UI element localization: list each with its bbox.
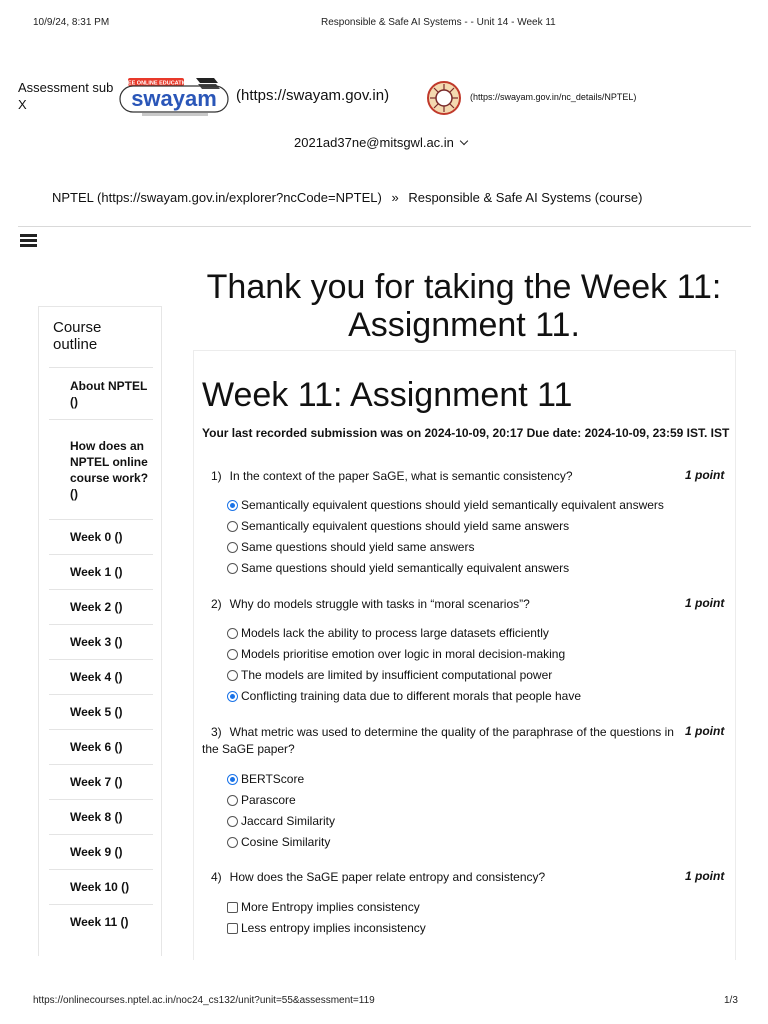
question-number: 3) <box>211 725 222 739</box>
swayam-tagline: FREE ONLINE EDUCATION <box>120 80 192 87</box>
sidebar-item-label: Week 11 () <box>70 915 129 929</box>
radio-button[interactable] <box>227 649 238 660</box>
option-label: Same questions should yield same answers <box>241 540 475 554</box>
checkbox-option[interactable] <box>227 900 420 914</box>
sidebar-item[interactable] <box>49 764 153 799</box>
sidebar-item[interactable] <box>49 834 153 869</box>
sidebar-item[interactable] <box>49 659 153 694</box>
sidebar-item-label: Week 0 () <box>70 530 123 544</box>
sidebar-item[interactable] <box>49 519 153 554</box>
course-outline-sidebar <box>38 306 162 956</box>
sidebar-item[interactable] <box>49 419 153 519</box>
radio-button[interactable] <box>227 563 238 574</box>
header-divider <box>18 226 751 227</box>
option-label: Models lack the ability to process large datasets efficiently <box>241 626 549 640</box>
question-points: 1 point <box>685 724 725 738</box>
course-outline-title: Course outline <box>53 319 102 353</box>
checkbox-option[interactable] <box>227 921 426 935</box>
nptel-link[interactable]: (https://swayam.gov.in/nc_details/NPTEL) <box>470 92 637 102</box>
breadcrumb-separator: » <box>391 190 399 205</box>
radio-selected[interactable] <box>227 774 238 785</box>
sidebar-item-label: Week 1 () <box>70 565 123 579</box>
menu-icon[interactable] <box>20 234 38 248</box>
close-button[interactable]: X <box>18 97 27 112</box>
course-outline-list <box>49 367 153 939</box>
print-datetime: 10/9/24, 8:31 PM <box>33 17 110 28</box>
breadcrumb <box>52 190 642 205</box>
breadcrumb-nptel-link[interactable]: NPTEL (https://swayam.gov.in/explorer?ncCode=NPTEL) <box>52 190 382 205</box>
sidebar-item-label: Week 10 () <box>70 880 130 894</box>
question-points: 1 point <box>685 869 725 883</box>
question-stem: What metric was used to determine the quality of the paraphrase of the questions in the SaGE paper? <box>202 725 674 756</box>
submission-info: Your last recorded submission was on 2024-10-09, 20:17 Due date: 2024-10-09, 23:59 IST. IST <box>202 426 730 440</box>
sidebar-item[interactable] <box>49 554 153 589</box>
nptel-logo[interactable] <box>424 80 464 116</box>
question-text <box>202 596 682 613</box>
sidebar-item[interactable] <box>49 904 153 939</box>
radio-option[interactable] <box>227 540 474 554</box>
sidebar-item[interactable] <box>49 694 153 729</box>
radio-option[interactable] <box>227 498 664 512</box>
radio-option[interactable] <box>227 561 569 575</box>
user-email: 2021ad37ne@mitsgwl.ac.in <box>294 135 454 150</box>
question-points: 1 point <box>685 596 725 610</box>
radio-option[interactable] <box>227 689 581 703</box>
sidebar-item-label: Week 4 () <box>70 670 123 684</box>
question-text <box>202 724 682 758</box>
swayam-wordmark: swayam <box>131 86 217 111</box>
chevron-down-icon <box>459 137 467 145</box>
radio-button[interactable] <box>227 837 238 848</box>
print-title: Responsible & Safe AI Systems - - Unit 14 - Week 11 <box>321 17 556 28</box>
radio-button[interactable] <box>227 670 238 681</box>
radio-option[interactable] <box>227 793 296 807</box>
radio-button[interactable] <box>227 628 238 639</box>
assessment-sub-label <box>18 79 128 113</box>
checkbox[interactable] <box>227 923 238 934</box>
option-label: BERTScore <box>241 772 305 786</box>
question-stem: In the context of the paper SaGE, what is semantic consistency? <box>229 469 573 483</box>
sidebar-item[interactable] <box>49 799 153 834</box>
radio-button[interactable] <box>227 816 238 827</box>
question-stem: How does the SaGE paper relate entropy and consistency? <box>229 870 546 884</box>
sidebar-item-label: Week 7 () <box>70 775 123 789</box>
sidebar-item-label: About NPTEL () <box>70 378 148 409</box>
option-label: Models prioritise emotion over logic in moral decision-making <box>241 647 566 661</box>
radio-option[interactable] <box>227 835 330 849</box>
option-label: Less entropy implies inconsistency <box>241 921 426 935</box>
radio-selected[interactable] <box>227 500 238 511</box>
question-number: 1) <box>211 469 222 483</box>
option-label: Semantically equivalent questions should yield same answers <box>241 519 570 533</box>
radio-button[interactable] <box>227 521 238 532</box>
radio-option[interactable] <box>227 668 552 682</box>
sidebar-item[interactable] <box>49 729 153 764</box>
option-label: More Entropy implies consistency <box>241 900 420 914</box>
sidebar-item-label: Week 9 () <box>70 845 123 859</box>
option-label: Same questions should yield semantically equivalent answers <box>241 561 570 575</box>
option-label: Conflicting training data due to different morals that people have <box>241 689 581 703</box>
radio-selected[interactable] <box>227 691 238 702</box>
sidebar-item-label: How does an NPTEL online course work? () <box>70 438 149 501</box>
radio-option[interactable] <box>227 814 335 828</box>
swayam-logo[interactable] <box>118 74 232 120</box>
sidebar-item[interactable] <box>49 367 153 419</box>
option-label: Cosine Similarity <box>241 835 331 849</box>
question-number: 2) <box>211 597 222 611</box>
sidebar-item[interactable] <box>49 589 153 624</box>
sidebar-item[interactable] <box>49 869 153 904</box>
option-label: The models are limited by insufficient computational power <box>241 668 553 682</box>
question-number: 4) <box>211 870 222 884</box>
radio-option[interactable] <box>227 772 304 786</box>
option-label: Parascore <box>241 793 296 807</box>
radio-button[interactable] <box>227 795 238 806</box>
radio-option[interactable] <box>227 519 569 533</box>
sidebar-item-label: Week 5 () <box>70 705 123 719</box>
question-text <box>202 468 682 485</box>
option-label: Semantically equivalent questions should yield semantically equivalent answers <box>241 498 664 512</box>
user-menu[interactable] <box>294 135 467 150</box>
checkbox[interactable] <box>227 902 238 913</box>
radio-option[interactable] <box>227 647 565 661</box>
assignment-title: Week 11: Assignment 11 <box>202 376 573 414</box>
print-footer-url: https://onlinecourses.nptel.ac.in/noc24_cs132/unit?unit=55&assessment=119 <box>33 995 375 1006</box>
radio-button[interactable] <box>227 542 238 553</box>
print-page-number: 1/3 <box>724 995 738 1006</box>
swayam-link[interactable]: (https://swayam.gov.in) <box>236 87 390 104</box>
sidebar-item[interactable] <box>49 624 153 659</box>
breadcrumb-course-link[interactable]: Responsible & Safe AI Systems (course) <box>408 190 643 205</box>
sidebar-item-label: Week 6 () <box>70 740 123 754</box>
question-stem: Why do models struggle with tasks in “moral scenarios”? <box>229 597 530 611</box>
question-points: 1 point <box>685 468 725 482</box>
sidebar-item-label: Week 2 () <box>70 600 123 614</box>
sidebar-item-label: Week 3 () <box>70 635 123 649</box>
sidebar-item-label: Week 8 () <box>70 810 123 824</box>
assessment-sub-text: Assessment sub <box>18 80 114 95</box>
thank-you-message: Thank you for taking the Week 11: Assignment 11. <box>206 268 722 344</box>
option-label: Jaccard Similarity <box>241 814 336 828</box>
radio-option[interactable] <box>227 626 549 640</box>
question-text <box>202 869 682 886</box>
